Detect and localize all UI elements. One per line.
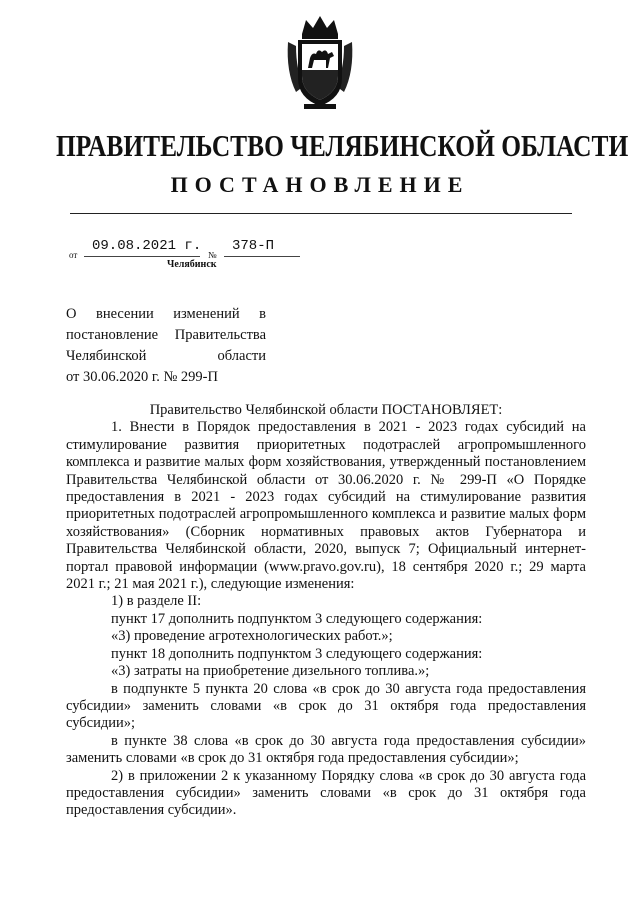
number-prefix: №: [208, 250, 217, 260]
subject-line: от 30.06.2020 г. № 299-П: [66, 369, 218, 385]
number-underline: [224, 256, 300, 257]
paragraph-3: пункт 17 дополнить подпунктом 3 следующего содержания:: [111, 610, 483, 627]
document-body: [66, 402, 586, 820]
paragraph-1: 1. Внести в Порядок предоставления в 2021 - 2023 годах субсидий на стимулирование развития приоритетных подотраслей агропромышленного комплекса и развитие малых форм хозяйствования, утвержденный постановлением Правительства Челябинской области от 30.06.2020 г. № 299-П «О Порядке предоставления в 2021 - 2023 годах субсидий на стимулирование развития приоритетных подотраслей агропромышленного комплекса и развитие малых форм хозяйствования» (Сборник нормативных правовых актов Губернатора и Правительства Челябинской области, 2020, выпуск 7; Официальный интернет-портал правовой информации (www.pravo.gov.ru), 18 сентября 2020 г.; 29 марта 2021 г.; 21 мая 2021 г.), следующие изменения:: [66, 419, 586, 593]
paragraph-8: в пункте 38 слова «в срок до 30 августа года предоставления субсидии» заменить словами «в срок до 31 октября года предоставления субсидии»;: [66, 732, 586, 767]
document-subject: [66, 304, 266, 388]
date-prefix: от: [69, 250, 78, 260]
paragraph-9: 2) в приложении 2 к указанному Порядку слова «в срок до 30 августа года предоставления субсидии» заменить словами «в срок до 31 октября года предоставления субсидии».: [66, 767, 586, 819]
document-type: ПОСТАНОВЛЕНИЕ: [170, 172, 470, 197]
subject-line: постановление Правительства: [66, 327, 266, 343]
document-city: Челябинск: [167, 259, 217, 270]
document-number: 378-П: [232, 238, 275, 254]
government-name: ПРАВИТЕЛЬСТВО ЧЕЛЯБИНСКОЙ ОБЛАСТИ: [56, 128, 629, 163]
paragraph-5: пункт 18 дополнить подпунктом 3 следующего содержания:: [111, 645, 483, 662]
date-underline: [84, 256, 200, 257]
header-divider: [70, 213, 572, 214]
paragraph-2: 1) в разделе II:: [111, 593, 202, 610]
paragraph-4: «3) проведение агротехнологических работ.»;: [111, 628, 393, 645]
paragraph-7: в подпункте 5 пункта 20 слова «в срок до 30 августа года предоставления субсидии» заменить словами «в срок до 31 октября года предоставления субсидии»;: [66, 680, 586, 732]
chelyabinsk-coat-of-arms-icon: [284, 12, 356, 112]
subject-line: О внесении изменений в: [66, 306, 266, 322]
preamble: Правительство Челябинской области ПОСТАНОВЛЯЕТ:: [149, 402, 503, 418]
subject-line: Челябинской области: [66, 348, 266, 364]
paragraph-6: «3) затраты на приобретение дизельного топлива.»;: [111, 663, 430, 680]
document-date: 09.08.2021 г.: [92, 238, 202, 254]
